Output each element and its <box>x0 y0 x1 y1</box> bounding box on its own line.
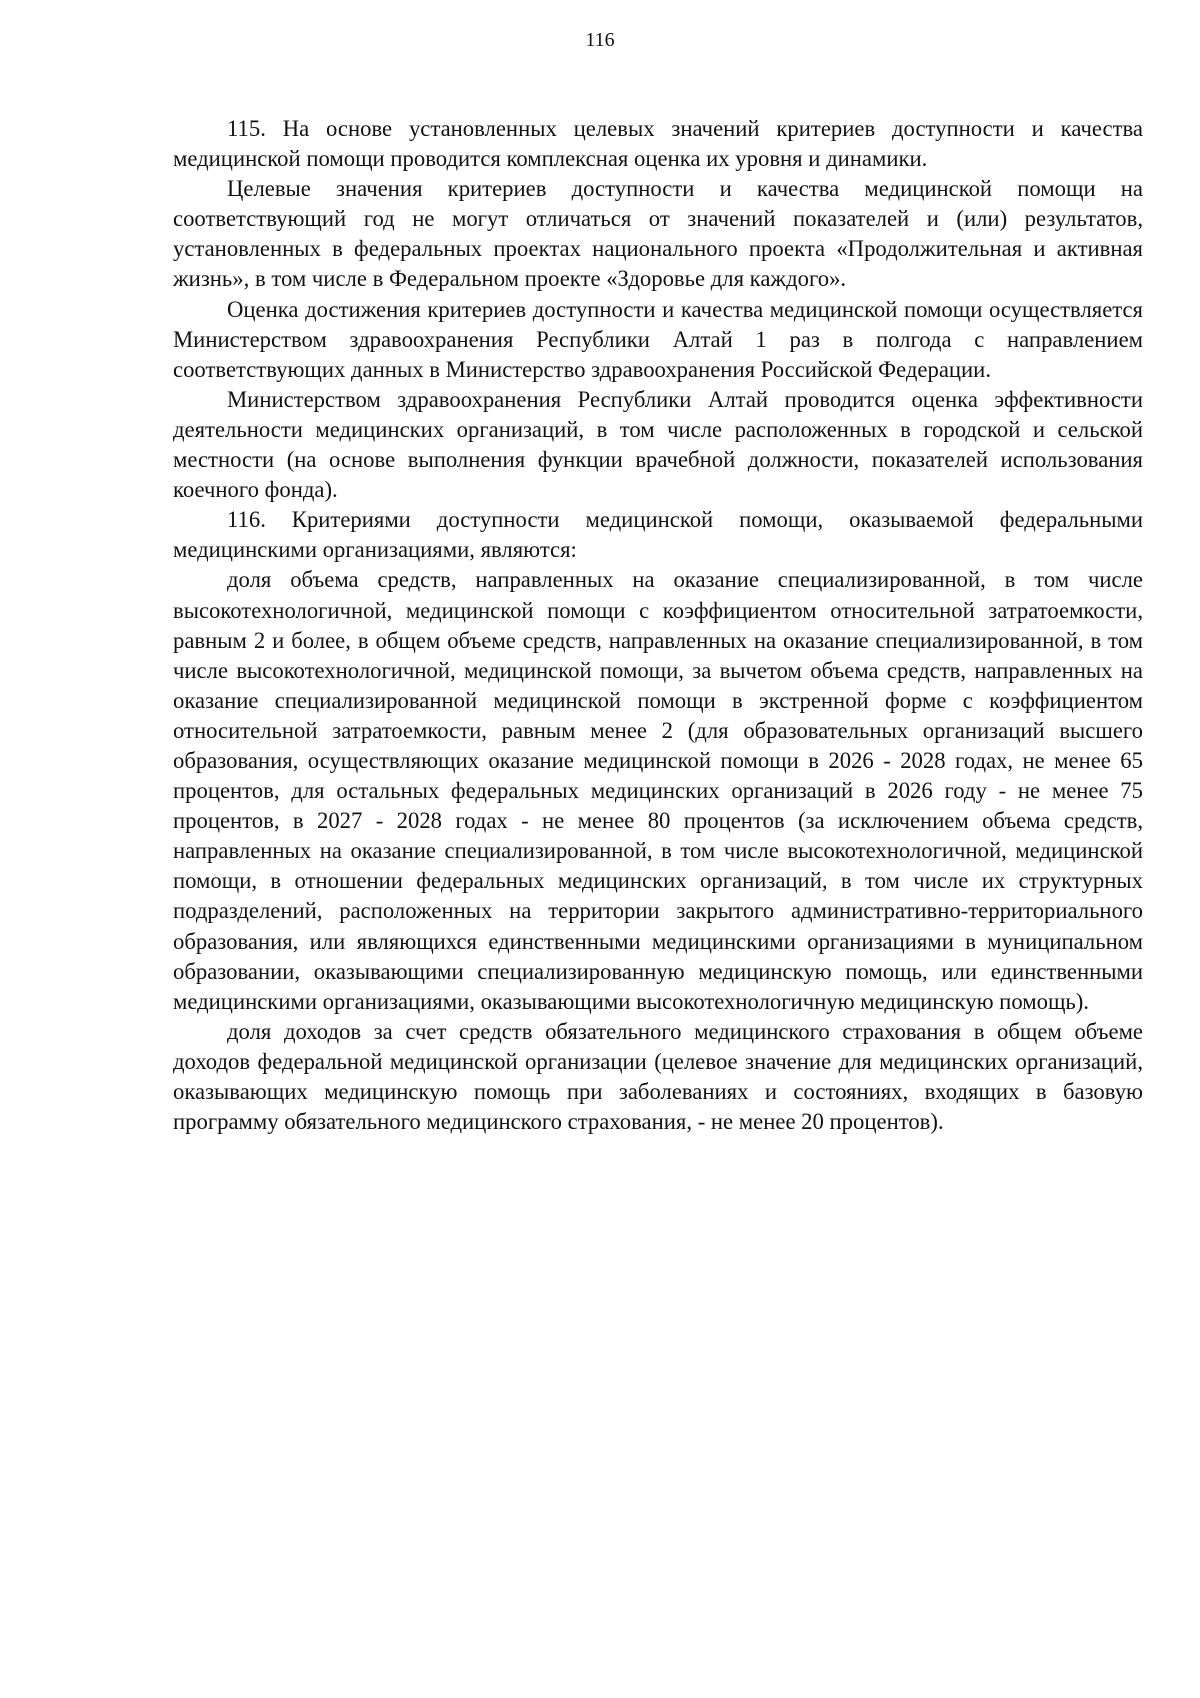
document-body <box>173 114 1143 1137</box>
paragraph-assessment: Оценка достижения критериев доступности и качества медицинской помощи осуществляется Министерством здравоохранения Республики Алтай 1 раз в полгода с направлением соответствующих данных в Министерство здравоохранения Российской Федерации. <box>173 296 1143 382</box>
paragraph-share-oms-income: доля доходов за счет средств обязательного медицинского страхования в общем объеме доходов федеральной медицинской организации (целевое значение для медицинских организаций, оказывающих медицинскую помощь при заболеваниях и состояниях, входящих в базовую программу обязательного медицинского страхования, - не менее 20 процентов). <box>173 1018 1143 1135</box>
paragraph-efficiency: Министерством здравоохранения Республики Алтай проводится оценка эффективности деятельности медицинских организаций, в том числе расположенных в городской и сельской местности (на основе выполнения функции врачебной должности, показателей использования коечного фонда). <box>173 386 1143 503</box>
page-number: 116 <box>585 29 615 51</box>
paragraph-116-intro: 116. Критериями доступности медицинской помощи, оказываемой федеральными медицинскими организациями, являются: <box>173 507 1143 563</box>
paragraph-share-specialized-care: доля объема средств, направленных на оказание специализированной, в том числе высокотехнологичной, медицинской помощи с коэффициентом относительной затратоемкости, равным 2 и более, в общем объеме средств, направленных на оказание специализированной, в том числе высокотехнологичной, медицинской помощи, за вычетом объема средств, направленных на оказание специализированной медицинской помощи в экстренной форме с коэффициентом относительной затратоемкости, равным менее 2 (для образовательных организаций высшего образования, осуществляющих оказание медицинской помощи в 2026 - 2028 годах, не менее 65 процентов, для остальных федеральных медицинских организаций в 2026 году - не менее 75 процентов, в 2027 - 2028 годах - не менее 80 процентов (за исключением объема средств, направленных на оказание специализированной, в том числе высокотехнологичной, медицинской помощи, в отношении федеральных медицинских организаций, в том числе их структурных подразделений, расположенных на территории закрытого административно-территориального образования, или являющихся единственными медицинскими организациями в муниципальном образовании, оказывающими специализированную медицинскую помощь, или единственными медицинскими организациями, оказывающими высокотехнологичную медицинскую помощь). <box>173 567 1143 1014</box>
paragraph-target-values: Целевые значения критериев доступности и качества медицинской помощи на соответствующий год не могут отличаться от значений показателей и (или) результатов, установленных в федеральных проектах национального проекта «Продолжительная и активная жизнь», в том числе в Федеральном проекте «Здоровье для каждого». <box>173 176 1143 292</box>
paragraph-115-intro: 115. На основе установленных целевых значений критериев доступности и качества медицинской помощи проводится комплексная оценка их уровня и динамики. <box>173 116 1143 172</box>
